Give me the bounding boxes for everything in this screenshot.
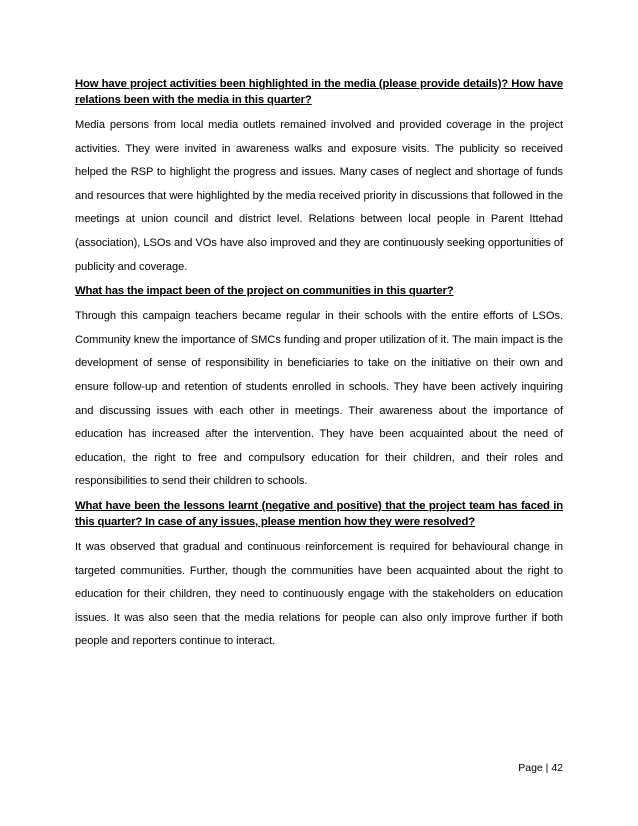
section-question-impact: What has the impact been of the project on communities in this quarter?: [75, 285, 454, 298]
page-content: [75, 76, 563, 658]
section-answer-media: Media persons from local media outlets remained involved and provided coverage in the project activities. They were invited in awareness walks and exposure visits. The publicity so received helped the RSP to highlight the progress and issues. Many cases of neglect and shortage of funds and resources that were highlighted by the media received priority in discussions that followed in the meetings at union council and district level. Relations between local people in Parent Ittehad (association), LSOs and VOs have also improved and they are continuously seeking opportunities of publicity and coverage.: [75, 119, 563, 273]
page-number: Page | 42: [518, 762, 563, 774]
section-answer-lessons: It was observed that gradual and continuous reinforcement is required for behavioural change in targeted communities. Further, though the communities have been acquainted about the right to education for their children, they need to continuously engage with the stakeholders on education issues. It was also seen that the media relations for people can also only improve further if both people and reporters continue to interact.: [75, 540, 563, 648]
section-question-lessons: What have been the lessons learnt (negative and positive) that the project team has faced in this quarter? In case of any issues, please mention how they were resolved?: [75, 499, 563, 528]
section-answer-impact: Through this campaign teachers became regular in their schools with the entire efforts of LSOs. Community knew the importance of SMCs funding and proper utilization of it. The main impact is the development of sense of responsibility in beneficiaries to take on the initiative on their own and ensure follow-up and retention of students enrolled in schools. They have been actively inquiring and discussing issues with each other in meetings. Their awareness about the importance of education has increased after the intervention. They have been acquainted about the need of education, the right to free and compulsory education for their children, and their roles and responsibilities to send their children to schools.: [75, 310, 563, 488]
section-question-media: How have project activities been highlighted in the media (please provide details)? How have relations been with the media in this quarter?: [75, 78, 563, 106]
